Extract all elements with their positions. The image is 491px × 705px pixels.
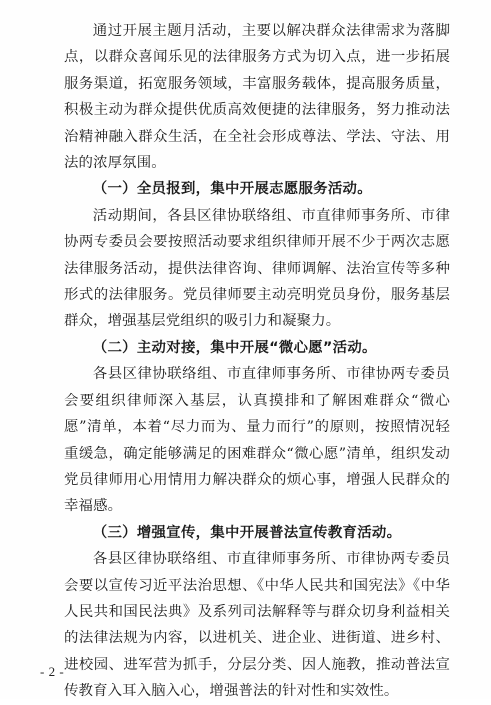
intro-paragraph: 通过开展主题月活动，主要以解决群众法律需求为落脚点，以群众喜闻乐见的法律服务方式为切入点，进一步拓展服务渠道，拓宽服务领域，丰富服务载体，提高服务质量，积极主动为群众提供优质高效便捷的法律服务，努力推动法治精神融入群众生活，在全社会形成尊法、学法、守法、用法的浓厚氛围。	[64, 23, 450, 172]
section-2-heading: （二）主动对接，集中开展“微心愿”活动。	[92, 339, 377, 356]
document-body	[64, 18, 450, 705]
section-3-paragraph: 各县区律协联络组、市直律师事务所、市律协两专委员会要以宣传习近平法治思想、《中华人民共和国宪法》《中华人民共和国民法典》及系列司法解释等与群众切身利益相关的法律法规为内容，以进机关、进企业、进街道、进乡村、进校园、进军营为抓手，分层分类、因人施教，推动普法宣传教育入耳入脑入心，增强普法的针对性和实效性。	[64, 551, 450, 700]
section-1-paragraph: 活动期间，各县区律协联络组、市直律师事务所、市律协两专委员会要按照活动要求组织律师开展不少于两次志愿法律服务活动，提供法律咨询、律师调解、法治宣传等多种形式的法律服务。党员律师要主动亮明党员身份，服务基层群众，增强基层党组织的吸引力和凝聚力。	[64, 207, 450, 330]
section-3-heading: （三）增强宣传，集中开展普法宣传教育活动。	[92, 524, 402, 541]
section-2-paragraph: 各县区律协联络组、市直律师事务所、市律协两专委员会要组织律师深入基层，认真摸排和了解困难群众“微心愿”清单，本着“尽力而为、量力而行”的原则，按照情况轻重缓急，确定能够满足的困难群众“微心愿”清单，组织发动党员律师用心用情用力解决群众的烦心事，增强人民群众的幸福感。	[64, 366, 450, 515]
page-number: - 2 -	[40, 664, 65, 679]
section-1-heading: （一）全员报到，集中开展志愿服务活动。	[92, 181, 372, 198]
